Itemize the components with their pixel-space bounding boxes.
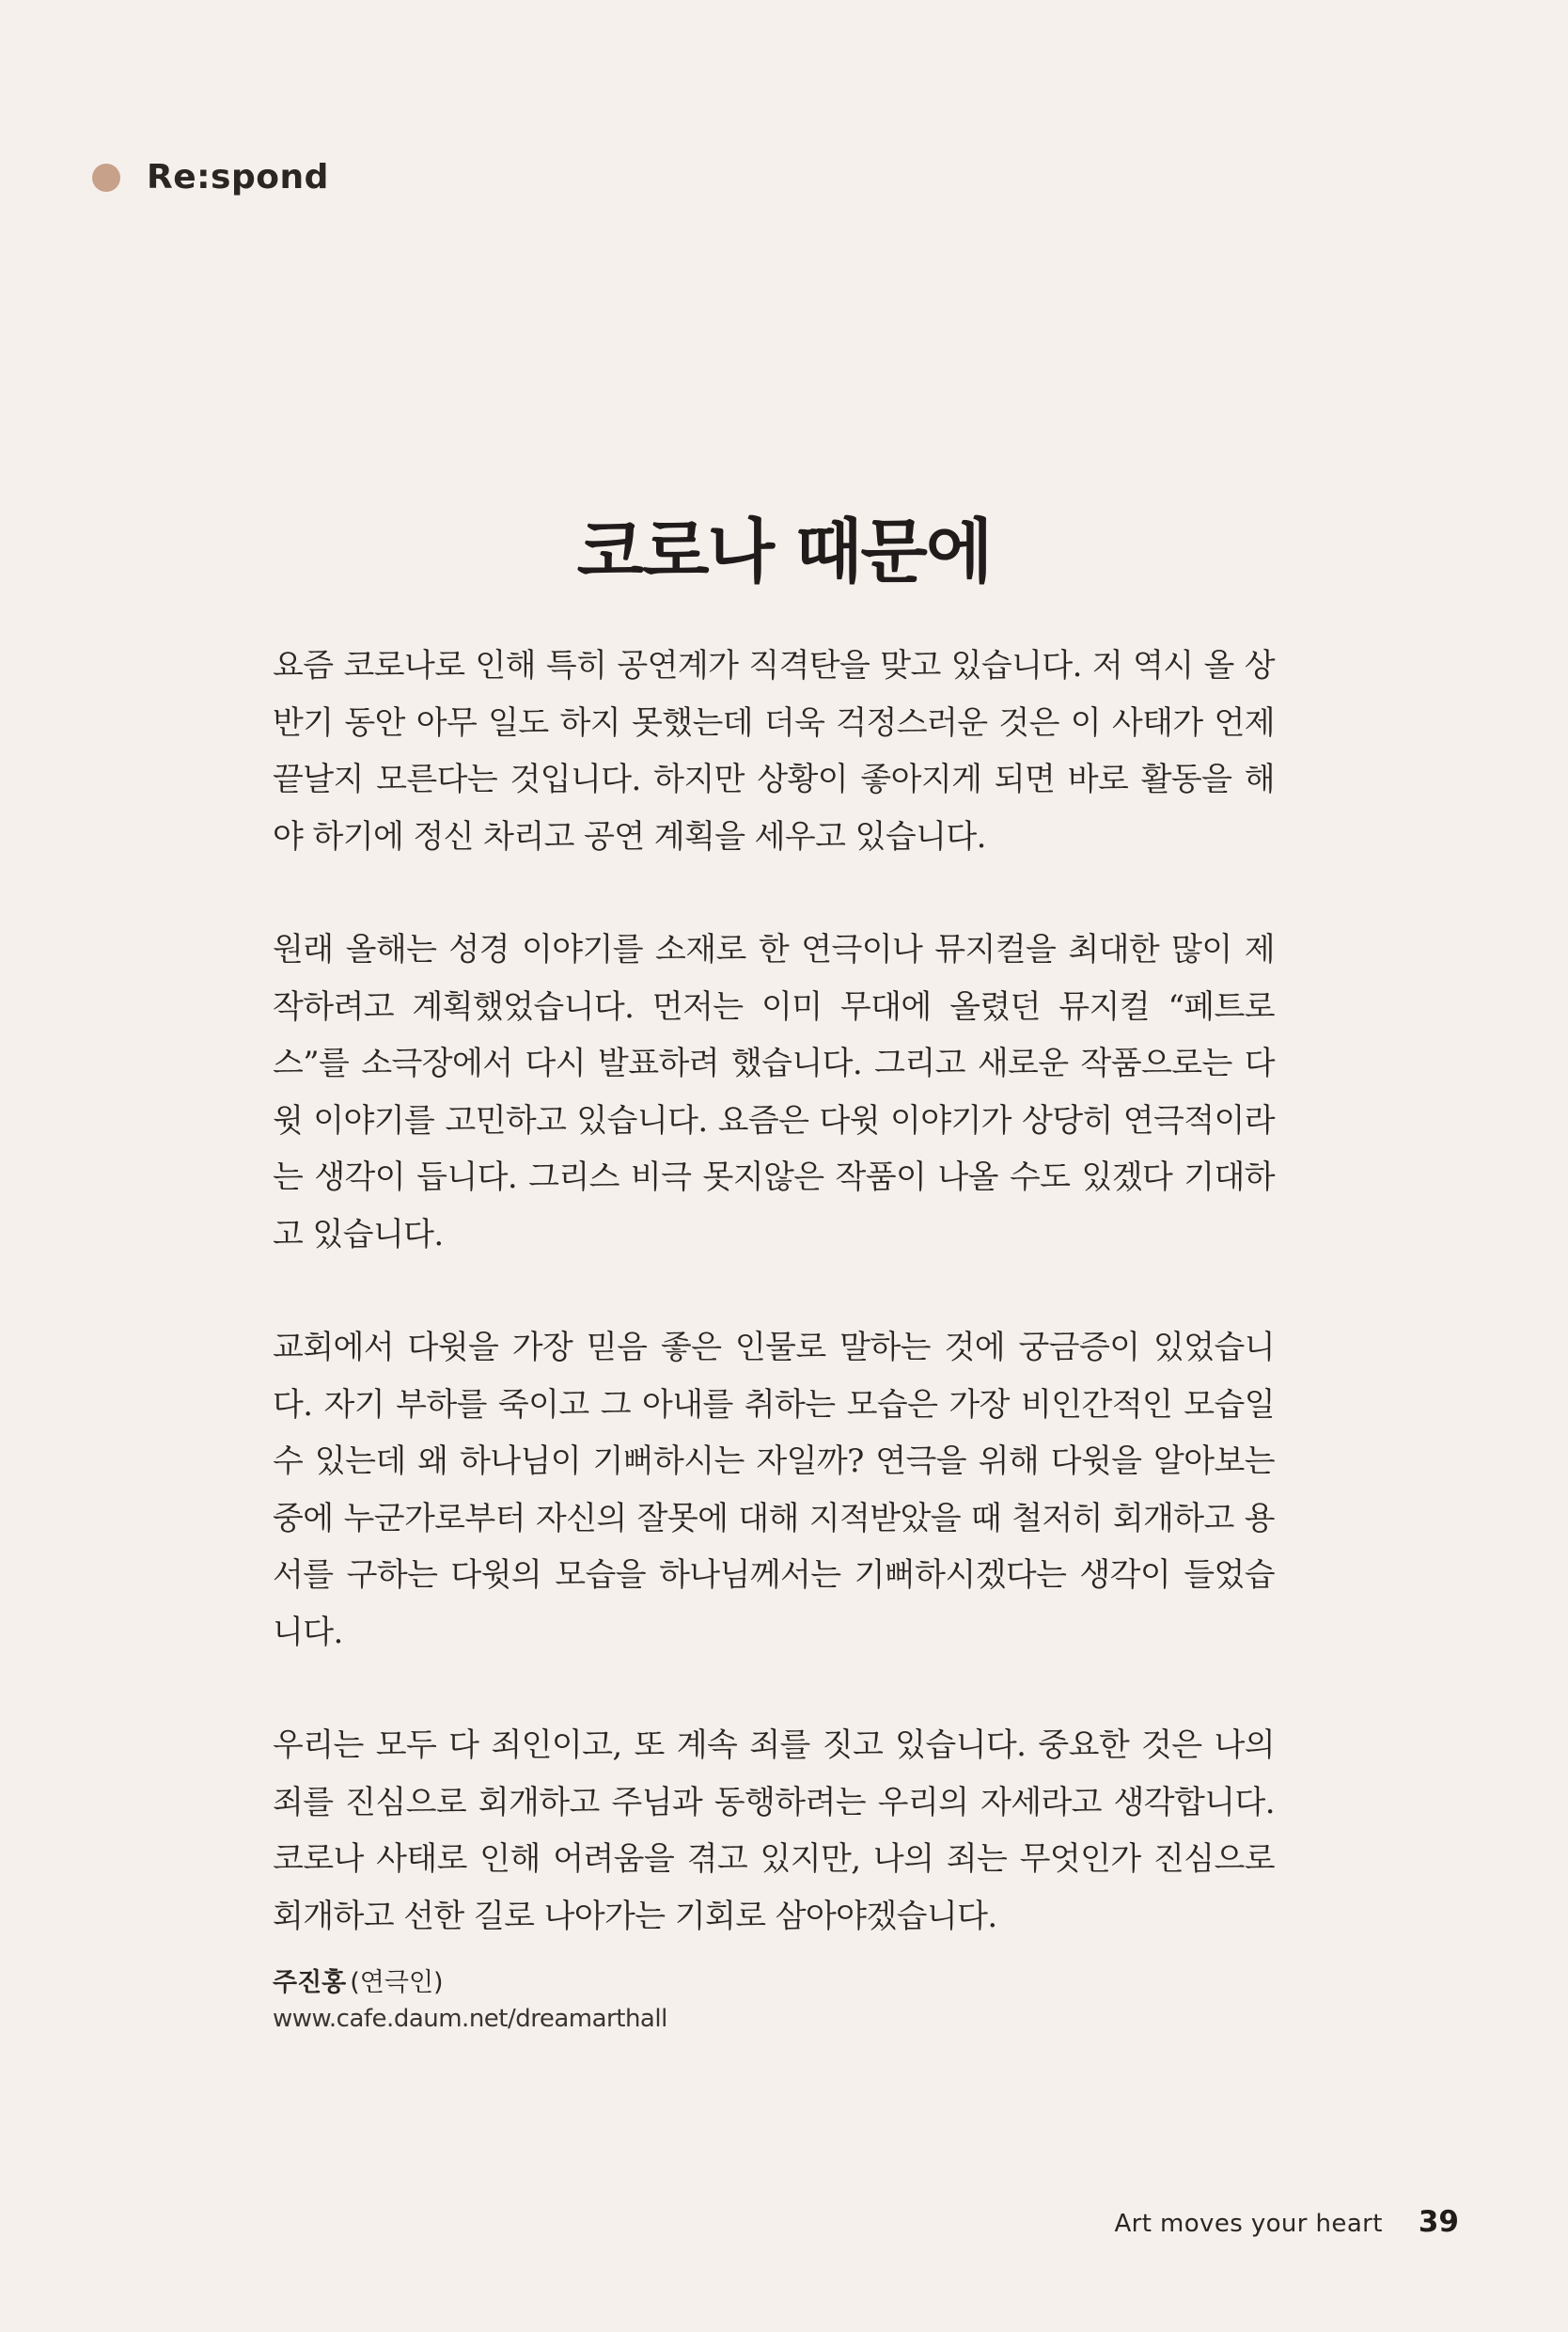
section-tag (92, 158, 329, 197)
footer-tagline: Art moves your heart (1114, 2210, 1383, 2238)
page-number: 39 (1418, 2205, 1459, 2239)
article-body (273, 638, 1275, 2001)
article-paragraph: 교회에서 다윗을 가장 믿음 좋은 인물로 말하는 것에 궁금증이 있었습니다. 자기 부하를 죽이고 그 아내를 취하는 모습은 가장 비인간적인 모습일 수 있는데 왜 하나님이 기뻐하시는 자일까? 연극을 위해 다윗을 알아보는 중에 누군가로부터 자신의 잘못에 대해 지적받았을 때 철저히 회개하고 용서를 구하는 다윗의 모습을 하나님께서는 기뻐하시겠다는 생각이 들었습니다. (273, 1329, 1275, 1651)
article-paragraph: 요즘 코로나로 인해 특히 공연계가 직격탄을 맞고 있습니다. 저 역시 올 상반기 동안 아무 일도 하지 못했는데 더욱 걱정스러운 것은 이 사태가 언제 끝날지 모른다는 것입니다. 하지만 상황이 좋아지게 되면 바로 활동을 해야 하기에 정신 차리고 공연 계획을 세우고 있습니다. (273, 647, 1275, 856)
author-name: 주진홍 (273, 1968, 347, 1997)
page-footer (1114, 2205, 1459, 2239)
article-paragraph: 우리는 모두 다 죄인이고, 또 계속 죄를 짓고 있습니다. 중요한 것은 나의 죄를 진심으로 회개하고 주님과 동행하려는 우리의 자세라고 생각합니다. 코로나 사태로 인해 어려움을 겪고 있지만, 나의 죄는 무엇인가 진심으로 회개하고 선한 길로 나아가는 기회로 삼아야겠습니다. (273, 1726, 1275, 1935)
author-url: www.cafe.daum.net/dreamarthall (273, 2005, 667, 2033)
author-line (273, 1965, 667, 2001)
article-paragraph: 원래 올해는 성경 이야기를 소재로 한 연극이나 뮤지컬을 최대한 많이 제작하려고 계획했었습니다. 먼저는 이미 무대에 올렸던 뮤지컬 “페트로스”를 소극장에서 다시 발표하려 했습니다. 그리고 새로운 작품으로는 다윗 이야기를 고민하고 있습니다. 요즘은 다윗 이야기가 상당히 연극적이라는 생각이 듭니다. 그리스 비극 못지않은 작품이 나올 수도 있겠다 기대하고 있습니다. (273, 931, 1275, 1253)
section-dot-icon (92, 164, 120, 192)
section-label: Re:spond (147, 158, 329, 197)
article-title: 코로나 때문에 (576, 512, 992, 592)
author-info (273, 1965, 667, 2037)
author-role: (연극인) (350, 1968, 444, 1997)
